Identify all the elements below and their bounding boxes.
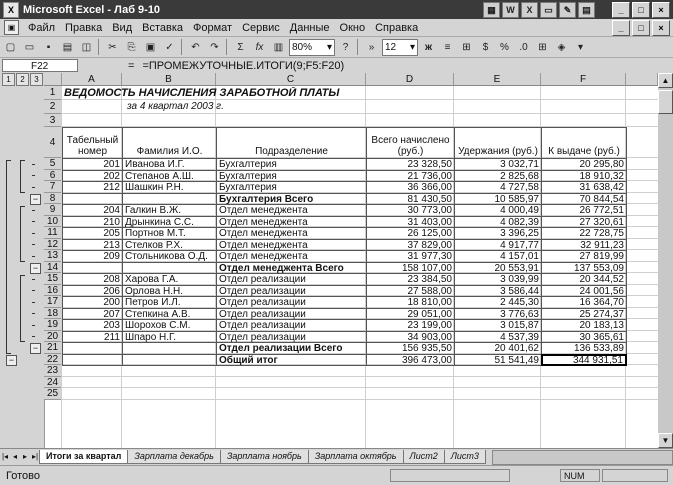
window-controls	[612, 2, 670, 18]
cell-e-10[interactable]: 4 082,39	[454, 216, 542, 229]
sheet-tab-2[interactable]: Зарплата декабрь	[127, 450, 221, 464]
doc-minimize-button[interactable]: _	[612, 20, 630, 36]
cell-a-19[interactable]: 203	[62, 319, 123, 332]
cell-c-21[interactable]: Отдел реализации Всего	[216, 342, 367, 355]
formula-equals[interactable]: =	[128, 59, 135, 72]
outline-dot	[32, 290, 35, 291]
outline-dot	[32, 313, 35, 314]
more-buttons-icon[interactable]: »	[368, 41, 375, 53]
row-header-13[interactable]: 13	[44, 250, 62, 262]
paint-icon[interactable]: ✎	[559, 2, 576, 18]
cell-b-22[interactable]	[122, 354, 217, 367]
toolbar-separator	[98, 39, 99, 55]
cell-e-17[interactable]: 2 445,30	[454, 296, 542, 309]
cell-d-21[interactable]: 156 935,50	[366, 342, 455, 355]
font-size-select[interactable]	[382, 39, 418, 56]
row-header-6[interactable]: 6	[44, 170, 62, 182]
cell-a-22[interactable]	[62, 354, 123, 367]
row-header-19[interactable]: 19	[44, 319, 62, 331]
excel-app-icon[interactable]: X	[3, 2, 19, 18]
row-header-9[interactable]: 9	[44, 204, 62, 216]
cell-c-7[interactable]: Бухгалтерия	[216, 181, 367, 194]
gridline	[62, 376, 658, 377]
excel-icon[interactable]: X	[521, 2, 538, 18]
cell-d-22[interactable]: 396 473,00	[366, 354, 455, 367]
vertical-scrollbar[interactable]	[658, 73, 673, 448]
cell-c-17[interactable]: Отдел реализации	[216, 296, 367, 309]
cell-a-16[interactable]: 206	[62, 285, 123, 298]
cell-c-6[interactable]: Бухгалтерия	[216, 170, 367, 183]
scroll-up-icon[interactable]: ▲	[658, 73, 673, 88]
first-sheet-icon[interactable]: |◂	[1, 452, 9, 461]
cell-e-12[interactable]: 4 917,77	[454, 239, 542, 252]
outline-group-bracket	[20, 206, 25, 262]
cell-e-14[interactable]: 20 553,91	[454, 262, 542, 275]
outline-level-3[interactable]: 3	[30, 73, 43, 86]
outline-total-collapse-button[interactable]: −	[6, 355, 17, 366]
cell-f-6[interactable]: 18 910,32	[541, 170, 627, 183]
row-header-16[interactable]: 16	[44, 285, 62, 297]
undo-icon[interactable]: ↶	[191, 41, 200, 53]
cell-e-15[interactable]: 3 039,99	[454, 273, 542, 286]
help-icon[interactable]: ?	[342, 41, 349, 53]
calendar-icon[interactable]: ▦	[483, 2, 500, 18]
borders-icon[interactable]: ⊞	[538, 41, 547, 53]
taskbar-icons	[483, 2, 595, 18]
cell-c-10[interactable]: Отдел менеджента	[216, 216, 367, 229]
outline-group-bracket	[20, 275, 25, 342]
cell-b-13[interactable]: Стольникова О.Д.	[122, 250, 217, 263]
bold-icon[interactable]: ж	[424, 41, 433, 53]
sheet-tab-3[interactable]: Зарплата ноябрь	[220, 450, 309, 464]
note-icon[interactable]: ▤	[578, 2, 595, 18]
cell-f-20[interactable]: 30 365,61	[541, 331, 627, 344]
row-header-11[interactable]: 11	[44, 227, 62, 239]
sheet-subtitle: за 4 квартал 2003 г.	[127, 101, 224, 112]
window-title: Microsoft Excel - Лаб 9-10	[23, 3, 161, 16]
cell-f-12[interactable]: 32 911,23	[541, 239, 627, 252]
row-header-10[interactable]: 10	[44, 216, 62, 228]
cell-f-7[interactable]: 31 638,42	[541, 181, 627, 194]
cell-e-19[interactable]: 3 015,87	[454, 319, 542, 332]
title-bar	[0, 0, 673, 19]
cell-e-20[interactable]: 4 537,39	[454, 331, 542, 344]
cell-b-16[interactable]: Орлова Н.Н.	[122, 285, 217, 298]
table-header-col-f: К выдаче (руб.)	[541, 127, 627, 159]
cell-c-13[interactable]: Отдел менеджента	[216, 250, 367, 263]
cut-icon[interactable]: ✂	[108, 41, 117, 53]
outline-dot	[32, 164, 35, 165]
cell-d-18[interactable]: 29 051,00	[366, 308, 455, 321]
outline-dot	[32, 336, 35, 337]
outline-dot	[32, 279, 35, 280]
status-bar	[0, 465, 673, 485]
cell-b-7[interactable]: Шашкин Р.Н.	[122, 181, 217, 194]
cell-b-9[interactable]: Галкин В.Ж.	[122, 204, 217, 217]
cell-e-9[interactable]: 4 000,49	[454, 204, 542, 217]
select-all-corner[interactable]	[44, 73, 62, 86]
fill-color-icon[interactable]: ◈	[557, 41, 566, 53]
table-header-col-a: Табельный номер	[62, 127, 123, 159]
menu-edit[interactable]: Правка	[65, 21, 103, 34]
print-icon[interactable]: ▤	[62, 41, 73, 53]
outline-dot	[32, 175, 35, 176]
outline-collapse-button[interactable]: −	[30, 343, 41, 354]
copy-icon[interactable]: ⎘	[127, 41, 136, 53]
cell-c-19[interactable]: Отдел реализации	[216, 319, 367, 332]
cell-f-14[interactable]: 137 553,09	[541, 262, 627, 275]
table-header-col-b: Фамилия И.О.	[122, 127, 217, 159]
sheet-tabs-bar	[0, 448, 673, 465]
cell-c-18[interactable]: Отдел реализации	[216, 308, 367, 321]
cell-a-15[interactable]: 208	[62, 273, 123, 286]
autosum-icon[interactable]: Σ	[237, 41, 244, 53]
scroll-down-icon[interactable]: ▼	[658, 433, 673, 448]
column-header-b[interactable]: B	[122, 73, 216, 86]
cell-b-11[interactable]: Портнов М.Т.	[122, 227, 217, 240]
status-panel	[602, 469, 668, 482]
doc-restore-button[interactable]: □	[632, 20, 650, 36]
cell-a-18[interactable]: 207	[62, 308, 123, 321]
cell-a-17[interactable]: 200	[62, 296, 123, 309]
outline-level-1[interactable]: 1	[2, 73, 15, 86]
formula-bar	[0, 58, 673, 74]
font-color-icon[interactable]: ▾	[577, 41, 584, 53]
cell-a-10[interactable]: 210	[62, 216, 123, 229]
outline-collapse-button[interactable]: −	[30, 194, 41, 205]
redo-icon[interactable]: ↷	[210, 41, 219, 53]
table-header-col-c: Подразделение	[216, 127, 367, 159]
cell-e-16[interactable]: 3 586,44	[454, 285, 542, 298]
outline-level-buttons	[0, 73, 46, 86]
sheet-tab-6[interactable]: Лист3	[444, 450, 486, 464]
print-preview-icon[interactable]: ◫	[81, 41, 92, 53]
chevron-down-icon: ▾	[326, 41, 332, 53]
row-header-8[interactable]: 8	[44, 193, 62, 205]
cell-e-18[interactable]: 3 776,63	[454, 308, 542, 321]
cell-b-12[interactable]: Стелков Р.Х.	[122, 239, 217, 252]
font-size-value: 12	[385, 41, 397, 53]
cell-f-21[interactable]: 136 533,89	[541, 342, 627, 355]
cell-d-11[interactable]: 26 125,00	[366, 227, 455, 240]
row-header-22[interactable]: 22	[44, 354, 62, 366]
column-header-a[interactable]: A	[62, 73, 122, 86]
cell-c-11[interactable]: Отдел менеджента	[216, 227, 367, 240]
row-header-5[interactable]: 5	[44, 158, 62, 170]
outline-dot	[32, 187, 35, 188]
scroll-thumb[interactable]	[658, 90, 673, 114]
close-button[interactable]: ×	[652, 2, 670, 18]
align-center-icon[interactable]: ≡	[444, 41, 451, 53]
cell-e-8[interactable]: 10 585,97	[454, 193, 542, 206]
horizontal-scrollbar[interactable]	[492, 450, 673, 465]
toolbar-separator	[357, 39, 358, 55]
cell-b-18[interactable]: Степкина А.В.	[122, 308, 217, 321]
cell-a-9[interactable]: 204	[62, 204, 123, 217]
cell-c-15[interactable]: Отдел реализации	[216, 273, 367, 286]
decimal-icon[interactable]: .0	[519, 41, 528, 53]
maximize-button[interactable]: □	[632, 2, 650, 18]
cell-e-22[interactable]: 51 541,49	[454, 354, 542, 367]
cell-d-19[interactable]: 23 199,00	[366, 319, 455, 332]
outline-dot	[32, 244, 35, 245]
chart-wizard-icon[interactable]: ▥	[273, 41, 284, 53]
row-header-25[interactable]: 25	[44, 388, 62, 400]
menu-format[interactable]: Формат	[193, 21, 233, 34]
column-header-d[interactable]: D	[366, 73, 454, 86]
outline-dot	[32, 302, 35, 303]
folder-icon[interactable]: ▭	[540, 2, 557, 18]
cell-d-20[interactable]: 34 903,00	[366, 331, 455, 344]
sheet-title: ВЕДОМОСТЬ НАЧИСЛЕНИЯ ЗАРАБОТНОЙ ПЛАТЫ	[64, 87, 340, 99]
cell-e-5[interactable]: 3 032,71	[454, 158, 542, 171]
cell-f-9[interactable]: 26 772,51	[541, 204, 627, 217]
status-panel	[390, 469, 510, 482]
doc-close-button[interactable]: ×	[652, 20, 670, 36]
cell-b-17[interactable]: Петров И.Л.	[122, 296, 217, 309]
cell-e-13[interactable]: 4 157,01	[454, 250, 542, 263]
row-header-20[interactable]: 20	[44, 331, 62, 343]
cell-b-15[interactable]: Харова Г.А.	[122, 273, 217, 286]
word-icon[interactable]: W	[502, 2, 519, 18]
column-header-c[interactable]: C	[216, 73, 366, 86]
cell-b-10[interactable]: Дрынкина С.С.	[122, 216, 217, 229]
gridline	[62, 387, 658, 388]
cell-e-11[interactable]: 3 396,25	[454, 227, 542, 240]
cell-b-20[interactable]: Шпаро Н.Г.	[122, 331, 217, 344]
row-header-15[interactable]: 15	[44, 273, 62, 285]
cell-c-20[interactable]: Отдел реализации	[216, 331, 367, 344]
row-header-14[interactable]: 14	[44, 262, 62, 274]
menu-view[interactable]: Вид	[112, 21, 133, 34]
row-header-21[interactable]: 21	[44, 342, 62, 354]
cell-d-9[interactable]: 30 773,00	[366, 204, 455, 217]
cell-f-11[interactable]: 22 728,75	[541, 227, 627, 240]
row-header-7[interactable]: 7	[44, 181, 62, 193]
merge-cells-icon[interactable]: ⊞	[462, 41, 471, 53]
function-icon[interactable]: fx	[255, 41, 264, 53]
cell-d-7[interactable]: 36 366,00	[366, 181, 455, 194]
cell-a-13[interactable]: 209	[62, 250, 123, 263]
zoom-value: 80%	[292, 41, 313, 53]
cell-a-20[interactable]: 211	[62, 331, 123, 344]
gridline	[62, 99, 658, 100]
outline-dot	[32, 221, 35, 222]
gridline	[62, 113, 658, 114]
cell-d-13[interactable]: 31 977,30	[366, 250, 455, 263]
num-lock-indicator: NUM	[560, 469, 600, 482]
prev-sheet-icon[interactable]: ◂	[12, 452, 17, 461]
new-file-icon[interactable]: ▢	[5, 41, 16, 53]
column-header-f[interactable]: F	[541, 73, 626, 86]
name-box[interactable]: F22	[2, 59, 78, 72]
cell-e-21[interactable]: 20 401,62	[454, 342, 542, 355]
formula-input[interactable]: =ПРОМЕЖУТОЧНЫЕ.ИТОГИ(9;F5:F20)	[142, 59, 345, 72]
document-controls	[612, 20, 670, 36]
cell-f-17[interactable]: 16 364,70	[541, 296, 627, 309]
menu-window[interactable]: Окно	[339, 21, 366, 34]
next-sheet-icon[interactable]: ▸	[22, 452, 27, 461]
toolbar-separator	[226, 39, 227, 55]
cell-f-13[interactable]: 27 819,99	[541, 250, 627, 263]
cell-e-6[interactable]: 2 825,68	[454, 170, 542, 183]
row-header-24[interactable]: 24	[44, 377, 62, 389]
cell-b-19[interactable]: Шорохов С.М.	[122, 319, 217, 332]
cell-b-5[interactable]: Иванова И.Г.	[122, 158, 217, 171]
cell-d-8[interactable]: 81 430,50	[366, 193, 455, 206]
table-header-col-e: Удержания (руб.)	[454, 127, 542, 159]
outline-total-bracket	[6, 160, 11, 354]
worksheet-grid[interactable]	[0, 73, 658, 448]
column-header-blank	[626, 73, 658, 86]
cell-b-6[interactable]: Степанов А.Ш.	[122, 170, 217, 183]
cell-f-19[interactable]: 20 183,13	[541, 319, 627, 332]
cell-a-7[interactable]: 212	[62, 181, 123, 194]
cell-a-12[interactable]: 213	[62, 239, 123, 252]
cell-c-22[interactable]: Общий итог	[216, 354, 367, 367]
row-header-12[interactable]: 12	[44, 239, 62, 251]
currency-icon[interactable]: $	[482, 41, 489, 53]
cell-d-5[interactable]: 23 328,50	[366, 158, 455, 171]
menu-data[interactable]: Данные	[289, 21, 330, 34]
row-header-2[interactable]: 2	[44, 100, 62, 114]
cell-c-16[interactable]: Отдел реализации	[216, 285, 367, 298]
paste-icon[interactable]: ▣	[145, 41, 156, 53]
outline-dot	[32, 210, 35, 211]
standard-toolbar	[0, 37, 673, 58]
menu-insert[interactable]: Вставка	[142, 21, 184, 34]
status-text: Готово	[6, 469, 40, 482]
cell-a-11[interactable]: 205	[62, 227, 123, 240]
open-folder-icon[interactable]: ▭	[24, 41, 35, 53]
row-header-4[interactable]: 4	[44, 127, 62, 158]
save-icon[interactable]: ▪	[46, 41, 51, 53]
cell-f-15[interactable]: 20 344,52	[541, 273, 627, 286]
sheet-tab-1[interactable]: Итоги за квартал	[39, 450, 128, 464]
menu-tools[interactable]: Сервис	[242, 21, 280, 34]
document-icon[interactable]: ▣	[4, 20, 19, 35]
percent-icon[interactable]: %	[500, 41, 509, 53]
cell-d-6[interactable]: 21 736,00	[366, 170, 455, 183]
outline-dot	[32, 325, 35, 326]
cell-f-5[interactable]: 20 295,80	[541, 158, 627, 171]
gridline	[62, 399, 658, 400]
cell-c-5[interactable]: Бухгалтерия	[216, 158, 367, 171]
cell-a-6[interactable]: 202	[62, 170, 123, 183]
menu-help[interactable]: Справка	[375, 21, 419, 34]
cell-c-8[interactable]: Бухгалтерия Всего	[216, 193, 367, 206]
chevron-down-icon: ▾	[409, 41, 415, 53]
outline-dot	[32, 233, 35, 234]
cell-d-14[interactable]: 158 107,00	[366, 262, 455, 275]
cell-d-17[interactable]: 18 810,00	[366, 296, 455, 309]
row-header-23[interactable]: 23	[44, 365, 62, 377]
cell-f-8[interactable]: 70 844,54	[541, 193, 627, 206]
outline-level-2[interactable]: 2	[16, 73, 29, 86]
sheet-tab-5[interactable]: Лист2	[403, 450, 445, 464]
cell-a-5[interactable]: 201	[62, 158, 123, 171]
cell-f-22[interactable]: 344 931,51	[541, 354, 627, 367]
cell-d-10[interactable]: 31 403,00	[366, 216, 455, 229]
format-painter-icon[interactable]: ✓	[165, 41, 174, 53]
toolbar-separator	[181, 39, 182, 55]
menu-file[interactable]: Файл	[28, 21, 56, 34]
last-sheet-icon[interactable]: ▸|	[31, 452, 39, 461]
cell-f-10[interactable]: 27 320,61	[541, 216, 627, 229]
zoom-select[interactable]	[289, 39, 335, 56]
cell-d-15[interactable]: 23 384,50	[366, 273, 455, 286]
cell-d-12[interactable]: 37 829,00	[366, 239, 455, 252]
column-header-e[interactable]: E	[454, 73, 541, 86]
cell-c-9[interactable]: Отдел менеджента	[216, 204, 367, 217]
cell-f-16[interactable]: 24 001,56	[541, 285, 627, 298]
sheet-tab-4[interactable]: Зарплата октябрь	[308, 450, 404, 464]
menu-bar	[0, 19, 673, 37]
cell-c-12[interactable]: Отдел менеджента	[216, 239, 367, 252]
cell-e-7[interactable]: 4 727,58	[454, 181, 542, 194]
row-header-18[interactable]: 18	[44, 308, 62, 320]
row-header-17[interactable]: 17	[44, 296, 62, 308]
cell-f-18[interactable]: 25 274,37	[541, 308, 627, 321]
outline-collapse-button[interactable]: −	[30, 263, 41, 274]
minimize-button[interactable]: _	[612, 2, 630, 18]
cell-c-14[interactable]: Отдел менеджента Всего	[216, 262, 367, 275]
outline-group-bracket	[20, 160, 25, 193]
cell-d-16[interactable]: 27 588,00	[366, 285, 455, 298]
outline-dot	[32, 256, 35, 257]
row-header-1[interactable]: 1	[44, 86, 62, 100]
table-header-col-d: Всего начислено (руб.)	[366, 127, 455, 159]
row-header-3[interactable]: 3	[44, 114, 62, 127]
